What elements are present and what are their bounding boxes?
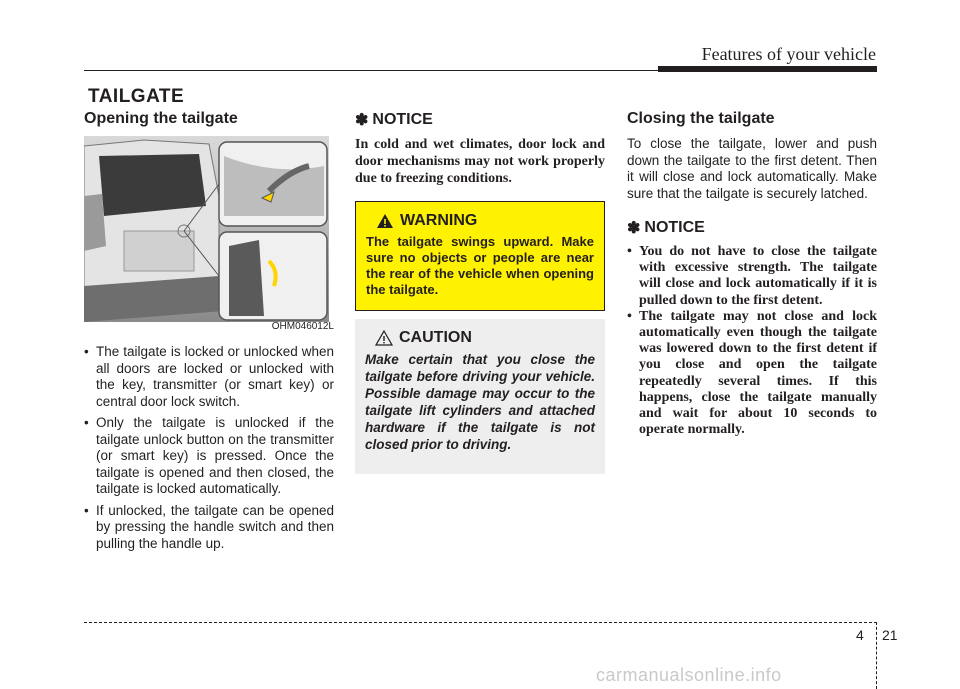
caution-box <box>355 319 605 474</box>
notice-star-icon: ✽ <box>627 220 641 237</box>
footer-rule <box>84 622 877 623</box>
caution-heading <box>365 329 595 347</box>
watermark: carmanualsonline.info <box>596 665 782 685</box>
header-title: Features of your vehicle <box>701 44 876 64</box>
list-item: • If unlocked, the tailgate can be opened by pressing the handle switch and then pulling the handle up. <box>84 503 334 553</box>
caution-text: Make certain that you close the tailgate before driving your vehicle. Possible damage may occur to the tailgate lift cylinders and attached hardware if the tailgate is not closed prior to driving. <box>365 352 595 452</box>
header-rule <box>84 70 684 71</box>
list-item: • Only the tailgate is unlocked if the tailgate unlock button on the transmitter (or smart key) is pressed. Once the tailgate is opened and then closed, the tailgate is locked automatically. <box>84 415 334 498</box>
column-notices <box>355 110 605 474</box>
notice-star-icon: ✽ <box>355 112 369 129</box>
column-closing <box>627 110 877 438</box>
list-item: • The tailgate may not close and lock automatically even though the tailgate was lowered down to the first detent if you close and open the tailgate repeatedly several times. If this happens, close the tailgate manually and wait for about 10 seconds to operate normally. <box>627 309 877 439</box>
list-item: • You do not have to close the tailgate with excessive strength. The tailgate will close and lock automatically if it is pulled down to the first detent. <box>627 244 877 309</box>
tailgate-illustration <box>84 136 329 322</box>
tailgate-illustration-svg <box>84 136 329 322</box>
notice-heading <box>355 110 605 130</box>
figure-code: OHM046012L <box>271 321 334 332</box>
closing-title: Closing the tailgate <box>627 110 775 127</box>
caution-title: CAUTION <box>399 329 472 346</box>
page-separator <box>876 622 877 689</box>
closing-text: To close the tailgate, lower and push down the tailgate to the first detent. Then it will close and lock automatically. Make sure that the tailgate is securely latched. <box>627 136 877 201</box>
notice-title: NOTICE <box>644 219 705 236</box>
warning-text: The tailgate swings upward. Make sure no objects or people are near the rear of the vehicle when opening the tailgate. <box>366 234 594 297</box>
notice-bullets <box>627 244 877 438</box>
tailgate-figure <box>84 136 334 332</box>
opening-title: Opening the tailgate <box>84 110 238 127</box>
caution-triangle-icon <box>375 330 393 346</box>
page-number: 21 <box>882 627 898 643</box>
notice-title: NOTICE <box>372 111 433 128</box>
list-item: • The tailgate is locked or unlocked when all doors are locked or unlocked with the key, transmitter (or smart key) or central door lock switch. <box>84 344 334 410</box>
chapter-number: 4 <box>856 627 864 643</box>
warning-box <box>355 201 605 311</box>
warning-title: WARNING <box>400 212 478 229</box>
opening-bullets <box>84 344 334 552</box>
warning-heading <box>366 212 594 230</box>
section-title: TAILGATE <box>88 86 185 107</box>
header-rule-bar <box>658 66 877 72</box>
notice-text: In cold and wet climates, door lock and door mechanisms may not work properly due to freezing conditions. <box>355 137 605 186</box>
notice-heading <box>627 218 877 238</box>
warning-triangle-icon <box>376 213 394 229</box>
column-opening <box>84 110 334 557</box>
